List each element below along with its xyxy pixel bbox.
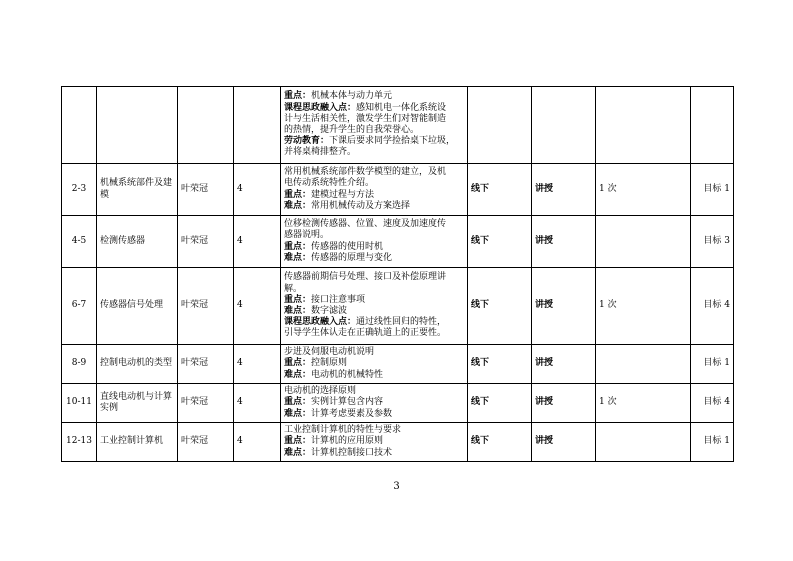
- method-cell: 讲授: [532, 216, 596, 268]
- topic-cell: 检测传感器: [97, 216, 178, 268]
- content-keyword: 重点：: [284, 294, 312, 305]
- content-text: 通过线性回归的特性，: [356, 317, 447, 328]
- content-text: 数字滤波: [311, 306, 348, 316]
- content-line: [284, 136, 464, 147]
- content-text: 计算考虑要素及参数: [311, 408, 393, 419]
- count-cell: [596, 423, 691, 462]
- content-text: 解。: [284, 283, 303, 294]
- count-cell: [596, 87, 691, 164]
- content-keyword: 重点：: [284, 189, 312, 200]
- content-text: 电动机的机械特性: [311, 369, 384, 380]
- content-text: 电传动系统特性介绍。: [284, 178, 375, 189]
- content-line: [284, 436, 464, 447]
- content-text: 机械本体与动力单元: [311, 91, 393, 102]
- topic-cell: [97, 87, 178, 164]
- content-text: 感器说明。: [284, 230, 330, 241]
- content-cell: [281, 268, 468, 345]
- table-row: [62, 423, 734, 462]
- method-cell: [532, 87, 596, 164]
- teacher-cell: 叶荣冠: [178, 216, 234, 268]
- content-line: [284, 147, 464, 158]
- method-cell: 讲授: [532, 345, 596, 384]
- content-line: [284, 219, 464, 230]
- hours-cell: 4: [234, 384, 281, 423]
- table-row: [62, 164, 734, 216]
- week-cell: [62, 87, 97, 164]
- content-text: 下课后要求同学捡拾桌下垃圾，: [329, 136, 456, 147]
- content-text: 控制原则: [311, 358, 348, 369]
- content-line: [284, 317, 464, 328]
- week-cell: 12-13: [62, 423, 97, 462]
- content-line: [284, 347, 464, 358]
- hours-cell: 4: [234, 423, 281, 462]
- content-text: 步进及伺服电动机说明: [284, 347, 375, 358]
- content-text: 位移检测传感器、位置、速度及加速度传: [284, 219, 447, 230]
- target-cell: 目标 4: [691, 384, 734, 423]
- content-text: 计算机控制接口技术: [311, 447, 393, 458]
- content-line: [284, 425, 464, 436]
- content-text: 并将桌椅排整齐。: [284, 147, 357, 158]
- table-row: [62, 384, 734, 423]
- topic-cell: 机械系统部件及建模: [97, 164, 178, 216]
- count-cell: 1 次: [596, 268, 691, 345]
- teacher-cell: [178, 87, 234, 164]
- topic-cell: 控制电动机的类型: [97, 345, 178, 384]
- content-line: [284, 114, 464, 125]
- content-text: 电动机的选择原则: [284, 386, 357, 397]
- content-text: 引导学生体认走在正确轨道上的正要性。: [284, 328, 447, 339]
- mode-cell: 线下: [468, 423, 532, 462]
- content-cell: [281, 216, 468, 268]
- week-cell: 8-9: [62, 345, 97, 384]
- content-text: 实例计算包含内容: [311, 397, 384, 408]
- content-line: [284, 103, 464, 114]
- content-line: [284, 190, 464, 201]
- content-keyword: 难点：: [284, 252, 312, 263]
- content-keyword: 重点：: [284, 397, 312, 408]
- content-keyword: 难点：: [284, 200, 312, 211]
- content-keyword: 难点：: [284, 306, 312, 316]
- count-cell: [596, 345, 691, 384]
- content-cell: [281, 87, 468, 164]
- target-cell: 目标 3: [691, 216, 734, 268]
- content-keyword: 劳动教育：: [284, 136, 330, 147]
- hours-cell: 4: [234, 268, 281, 345]
- hours-cell: 4: [234, 216, 281, 268]
- content-keyword: 重点：: [284, 436, 312, 447]
- content-text: 传感器前期信号处理、接口及补偿原理讲: [284, 272, 447, 283]
- week-cell: 4-5: [62, 216, 97, 268]
- content-line: [284, 242, 464, 253]
- method-cell: 讲授: [532, 268, 596, 345]
- content-keyword: 难点：: [284, 408, 312, 419]
- mode-cell: 线下: [468, 268, 532, 345]
- course-schedule-table: [61, 86, 734, 462]
- page-number: 3: [393, 481, 400, 492]
- hours-cell: 4: [234, 345, 281, 384]
- count-cell: [596, 216, 691, 268]
- hours-cell: [234, 87, 281, 164]
- topic-cell: 直线电动机与计算实例: [97, 384, 178, 423]
- content-text: 常用机械传动及方案选择: [311, 200, 411, 211]
- table-row: [62, 268, 734, 345]
- content-keyword: 重点：: [284, 358, 312, 369]
- content-line: [284, 91, 464, 102]
- content-text: 传感器的原理与变化: [311, 252, 393, 263]
- content-line: [284, 284, 464, 295]
- content-line: [284, 306, 464, 317]
- target-cell: 目标 4: [691, 268, 734, 345]
- table-row: [62, 216, 734, 268]
- week-cell: 2-3: [62, 164, 97, 216]
- content-line: [284, 167, 464, 178]
- topic-cell: 工业控制计算机: [97, 423, 178, 462]
- content-text: 传感器的使用时机: [311, 241, 384, 252]
- content-cell: [281, 164, 468, 216]
- mode-cell: [468, 87, 532, 164]
- content-keyword: 课程思政融入点：: [284, 102, 357, 113]
- content-text: 建模过程与方法: [311, 189, 375, 200]
- mode-cell: 线下: [468, 216, 532, 268]
- content-line: [284, 397, 464, 408]
- content-line: [284, 295, 464, 306]
- content-keyword: 重点：: [284, 91, 312, 102]
- teacher-cell: 叶荣冠: [178, 423, 234, 462]
- content-line: [284, 370, 464, 381]
- content-text: 计算机的应用原则: [311, 436, 384, 447]
- content-keyword: 难点：: [284, 447, 312, 458]
- content-keyword: 重点：: [284, 241, 312, 252]
- target-cell: 目标 1: [691, 345, 734, 384]
- week-cell: 10-11: [62, 384, 97, 423]
- teacher-cell: 叶荣冠: [178, 384, 234, 423]
- method-cell: 讲授: [532, 423, 596, 462]
- count-cell: 1 次: [596, 164, 691, 216]
- method-cell: 讲授: [532, 164, 596, 216]
- content-text: 的热情，提升学生的自我荣誉心。: [284, 125, 420, 135]
- content-keyword: 课程思政融入点：: [284, 317, 357, 328]
- mode-cell: 线下: [468, 164, 532, 216]
- content-text: 感知机电一体化系统设: [356, 102, 447, 113]
- content-line: [284, 328, 464, 339]
- hours-cell: 4: [234, 164, 281, 216]
- content-line: [284, 178, 464, 189]
- mode-cell: 线下: [468, 384, 532, 423]
- content-line: [284, 448, 464, 459]
- target-cell: 目标 1: [691, 164, 734, 216]
- content-cell: [281, 384, 468, 423]
- content-line: [284, 201, 464, 212]
- method-cell: 讲授: [532, 384, 596, 423]
- content-line: [284, 253, 464, 264]
- content-keyword: 难点：: [284, 369, 312, 380]
- content-line: [284, 125, 464, 136]
- target-cell: 目标 1: [691, 423, 734, 462]
- table-row: [62, 87, 734, 164]
- content-cell: [281, 423, 468, 462]
- content-text: 工业控制计算机的特性与要求: [284, 425, 402, 436]
- content-line: [284, 386, 464, 397]
- table-row: [62, 345, 734, 384]
- count-cell: 1 次: [596, 384, 691, 423]
- content-cell: [281, 345, 468, 384]
- content-line: [284, 230, 464, 241]
- content-line: [284, 409, 464, 420]
- content-text: 计与生活相关性，激发学生们对智能制造: [284, 113, 447, 124]
- week-cell: 6-7: [62, 268, 97, 345]
- content-line: [284, 272, 464, 283]
- content-text: 常用机械系统部件数学模型的建立，及机: [284, 167, 447, 178]
- target-cell: [691, 87, 734, 164]
- teacher-cell: 叶荣冠: [178, 268, 234, 345]
- mode-cell: 线下: [468, 345, 532, 384]
- teacher-cell: 叶荣冠: [178, 164, 234, 216]
- topic-cell: 传感器信号处理: [97, 268, 178, 345]
- content-line: [284, 358, 464, 369]
- teacher-cell: 叶荣冠: [178, 345, 234, 384]
- content-text: 接口注意事项: [311, 294, 366, 305]
